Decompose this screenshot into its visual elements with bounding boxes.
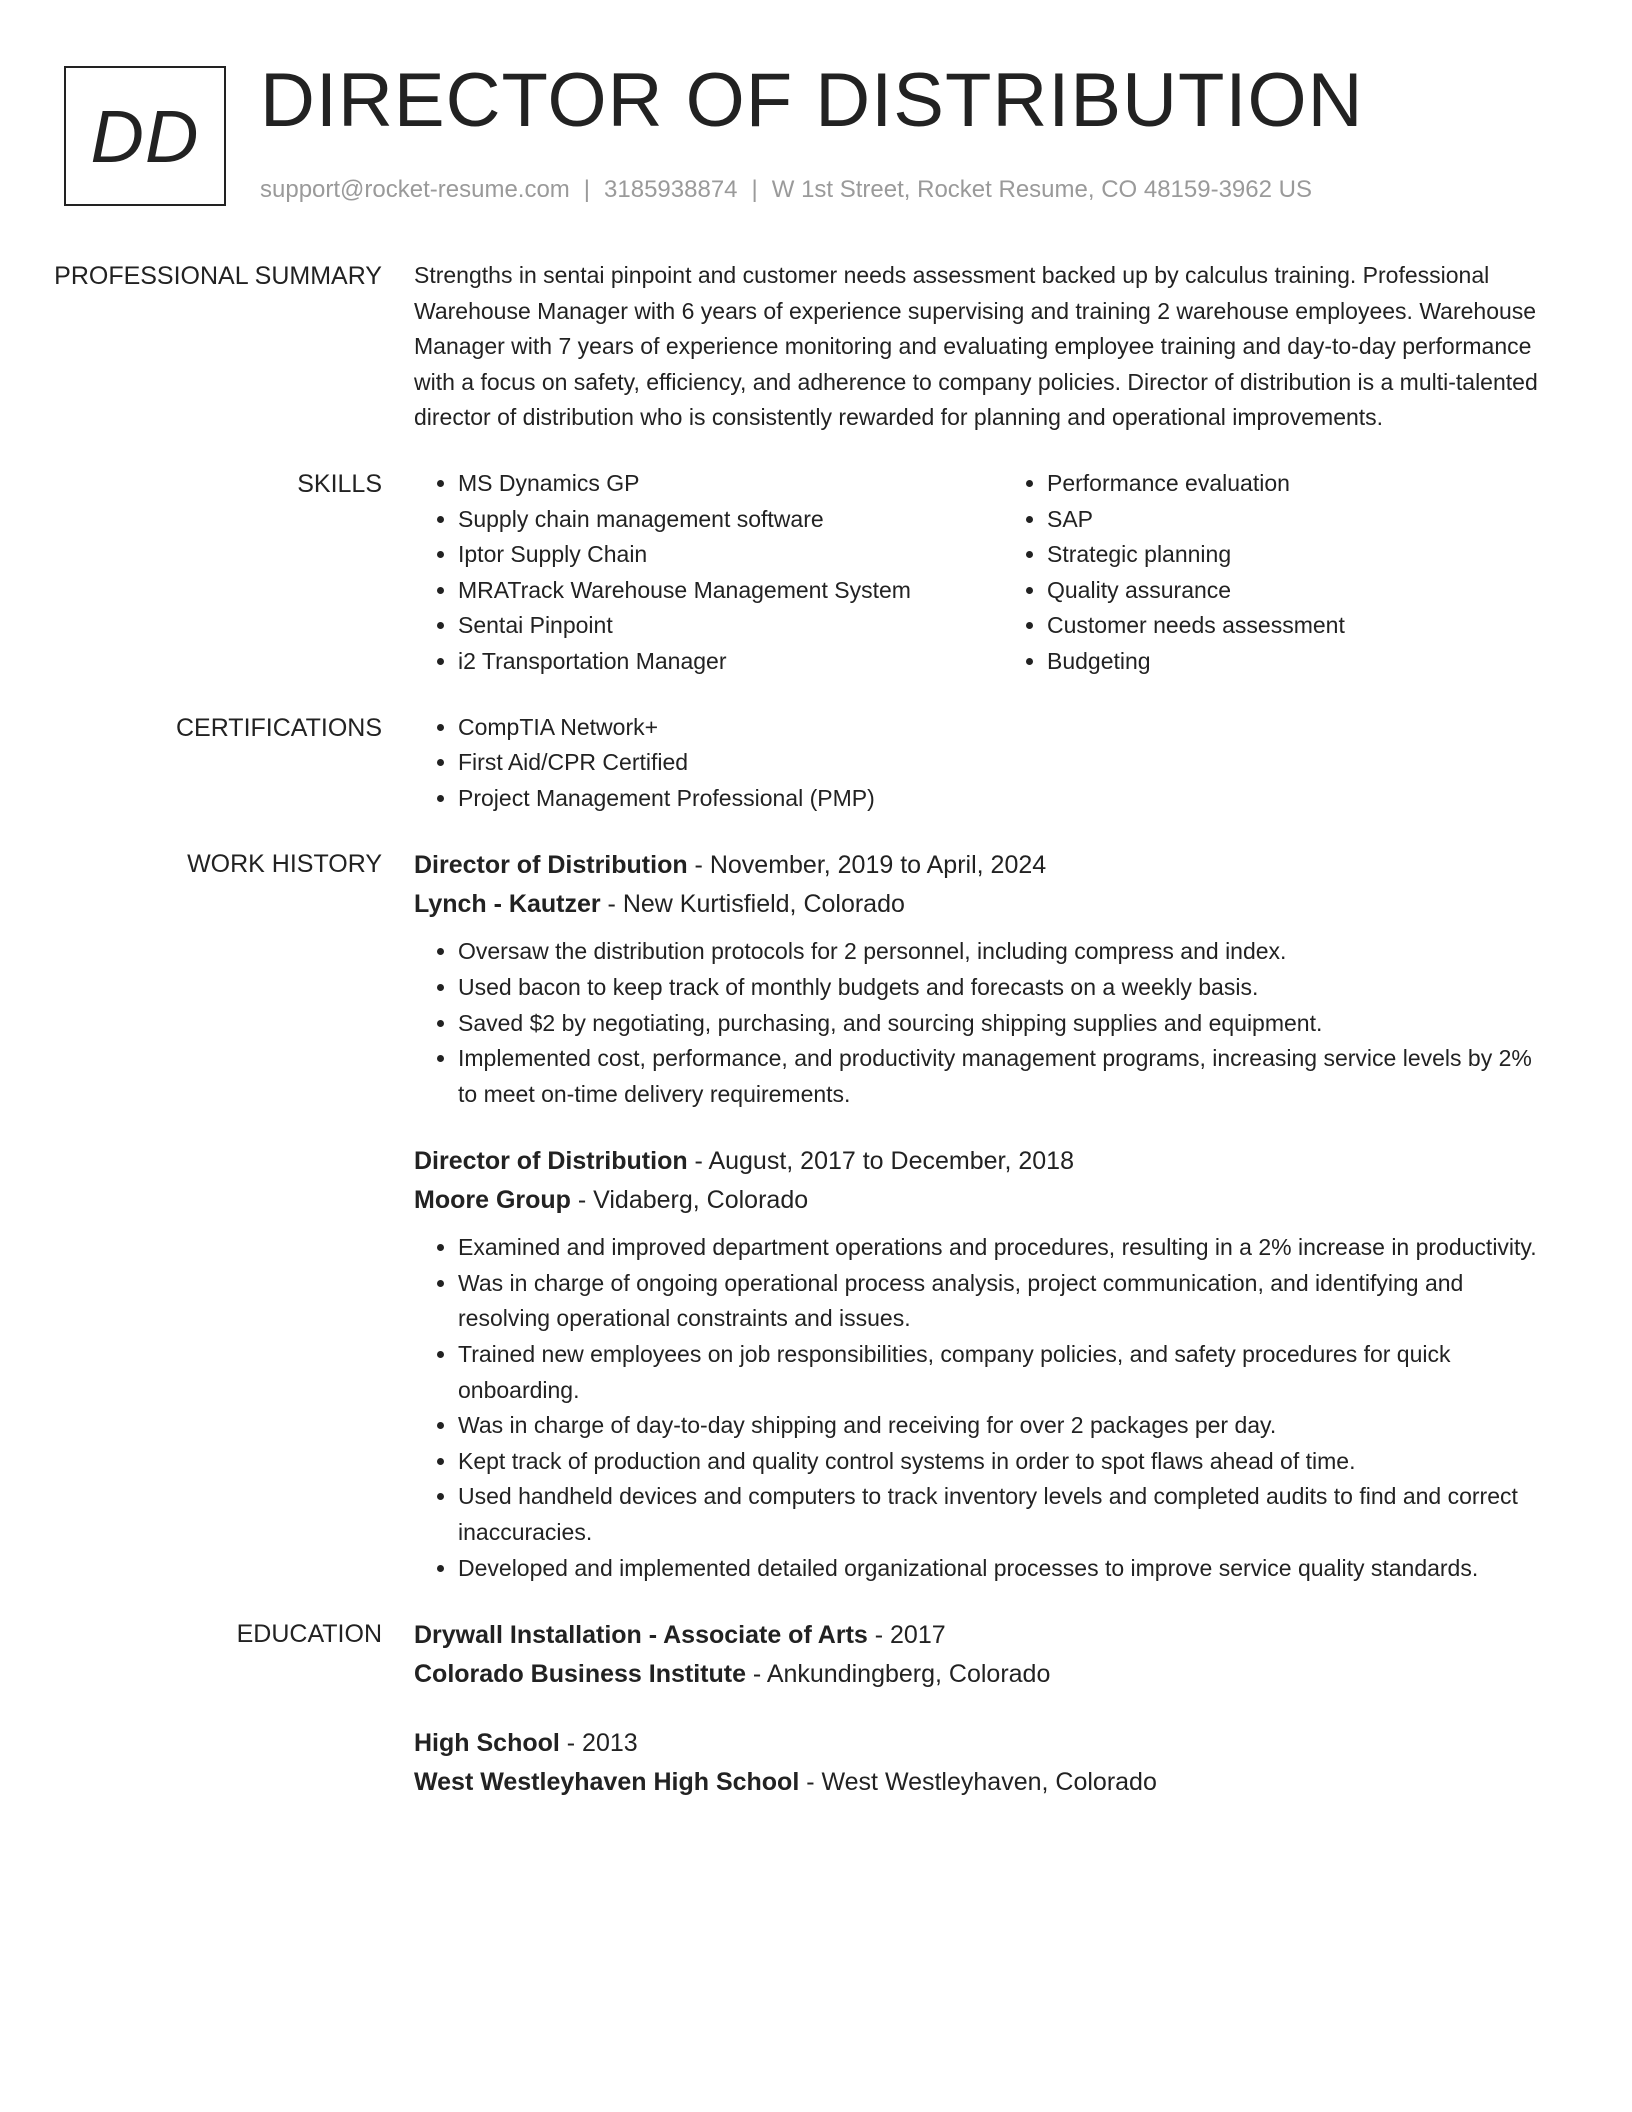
section-label-skills: SKILLS <box>297 469 382 498</box>
job-company-line <box>414 885 1544 924</box>
job-bullet: • Oversaw the distribution protocols for 2 personnel, including compress and index. <box>458 934 1544 970</box>
job-bullets <box>414 1230 1544 1586</box>
job-entry <box>414 1142 1544 1586</box>
summary-text: Strengths in sentai pinpoint and customer needs assessment backed up by calculus training. Professional Warehouse Manager with 6 years of experience supervising and training 2 warehouse employees. Warehouse Manager with 7 years of experience monitoring and evaluating employee training and day-to-day performance with a focus on safety, efficiency, and adherence to company policies. Director of distribution is a multi-talented director of distribution who is consistently rewarded for planning and operational improvements. <box>414 262 1538 431</box>
contact-line <box>260 174 1312 206</box>
skill-item: • Customer needs assessment <box>1047 608 1345 644</box>
education-body <box>414 1616 1544 1802</box>
job-bullet: • Used handheld devices and computers to track inventory levels and completed audits to find and correct inaccuracies. <box>458 1479 1544 1550</box>
education-degree: High School <box>414 1729 560 1758</box>
job-bullet: • Was in charge of day-to-day shipping and receiving for over 2 packages per day. <box>458 1408 1544 1444</box>
education-school-line <box>414 1763 1544 1802</box>
education-year: - 2017 <box>867 1621 946 1650</box>
contact-separator: | <box>583 176 591 203</box>
resume-content <box>0 258 1632 1832</box>
job-title: Director of Distribution <box>414 851 688 880</box>
skill-item: • Iptor Supply Chain <box>458 537 1003 573</box>
education-degree-line <box>414 1616 1544 1655</box>
education-entry <box>414 1724 1544 1802</box>
education-location: - West Westleyhaven, Colorado <box>799 1768 1157 1797</box>
section-label-certifications: CERTIFICATIONS <box>175 713 382 742</box>
job-bullets <box>414 934 1544 1112</box>
skills-list-left <box>414 466 1003 680</box>
job-bullet: • Examined and improved department operations and procedures, resulting in a 2% increase in productivity. <box>458 1230 1544 1266</box>
education-school: Colorado Business Institute <box>414 1660 746 1689</box>
education-section <box>0 1616 1632 1802</box>
job-dates: - November, 2019 to April, 2024 <box>687 851 1047 880</box>
skill-item: • MRATrack Warehouse Management System <box>458 573 1003 609</box>
skills-section <box>0 466 1632 680</box>
section-label-work-history: WORK HISTORY <box>187 850 382 879</box>
job-bullet: • Kept track of production and quality control systems in order to spot flaws ahead of time. <box>458 1444 1544 1480</box>
job-bullet: • Developed and implemented detailed organizational processes to improve service quality standards. <box>458 1551 1544 1587</box>
education-degree: Drywall Installation - Associate of Arts <box>414 1621 868 1650</box>
summary-section <box>0 258 1632 436</box>
contact-address: W 1st Street, Rocket Resume, CO 48159-3962 US <box>771 176 1312 203</box>
job-company: Moore Group <box>414 1186 571 1215</box>
education-year: - 2013 <box>559 1729 638 1758</box>
job-company-line <box>414 1181 1544 1220</box>
certification-item: • Project Management Professional (PMP) <box>458 781 1544 817</box>
job-bullet: • Used bacon to keep track of monthly budgets and forecasts on a weekly basis. <box>458 970 1544 1006</box>
job-location: - New Kurtisfield, Colorado <box>600 890 905 919</box>
certifications-list <box>414 710 1544 817</box>
job-bullet: • Saved $2 by negotiating, purchasing, and sourcing shipping supplies and equipment. <box>458 1006 1544 1042</box>
job-bullet: • Trained new employees on job responsibilities, company policies, and safety procedures for quick onboarding. <box>458 1337 1544 1408</box>
monogram <box>64 66 226 206</box>
certifications-section <box>0 710 1632 817</box>
work-history-body <box>414 846 1544 1586</box>
job-location: - Vidaberg, Colorado <box>570 1186 809 1215</box>
skill-item: • Strategic planning <box>1047 537 1345 573</box>
page-title: DIRECTOR OF DISTRIBUTION <box>260 58 1364 143</box>
skill-item: • Budgeting <box>1047 644 1345 680</box>
education-school-line <box>414 1655 1544 1694</box>
contact-separator: | <box>751 176 758 203</box>
skills-list-right <box>1003 466 1345 680</box>
work-history-section <box>0 846 1632 1586</box>
certifications-body <box>414 710 1544 817</box>
skills-body <box>414 466 1544 680</box>
certification-item: • First Aid/CPR Certified <box>458 745 1544 781</box>
job-title: Director of Distribution <box>414 1147 688 1176</box>
summary-body <box>414 258 1544 436</box>
section-label-education: EDUCATION <box>236 1620 382 1649</box>
skill-item: • Performance evaluation <box>1047 466 1345 502</box>
job-bullet: • Implemented cost, performance, and productivity management programs, increasing service levels by 2% to meet on-time delivery requirements. <box>458 1041 1544 1112</box>
job-title-line <box>414 846 1544 885</box>
job-bullet: • Was in charge of ongoing operational process analysis, project communication, and identifying and resolving operational constraints and issues. <box>458 1266 1544 1337</box>
monogram-initials: DD <box>90 94 200 178</box>
skill-item: • i2 Transportation Manager <box>458 644 1003 680</box>
certification-item: • CompTIA Network+ <box>458 710 1544 746</box>
skill-item: • Quality assurance <box>1047 573 1345 609</box>
job-title-line <box>414 1142 1544 1181</box>
skill-item: • SAP <box>1047 502 1345 538</box>
job-dates: - August, 2017 to December, 2018 <box>687 1147 1074 1176</box>
job-entry <box>414 846 1544 1112</box>
skill-item: • Sentai Pinpoint <box>458 608 1003 644</box>
education-entry <box>414 1616 1544 1694</box>
job-company: Lynch - Kautzer <box>414 890 601 919</box>
skill-item: • MS Dynamics GP <box>458 466 1003 502</box>
education-location: - Ankundingberg, Colorado <box>745 1660 1051 1689</box>
section-label-summary: PROFESSIONAL SUMMARY <box>54 262 382 290</box>
education-school: West Westleyhaven High School <box>414 1768 800 1797</box>
education-degree-line <box>414 1724 1544 1763</box>
contact-phone[interactable]: 3185938874 <box>604 176 738 203</box>
contact-email[interactable]: support@rocket-resume.com <box>260 176 570 203</box>
skill-item: • Supply chain management software <box>458 502 1003 538</box>
